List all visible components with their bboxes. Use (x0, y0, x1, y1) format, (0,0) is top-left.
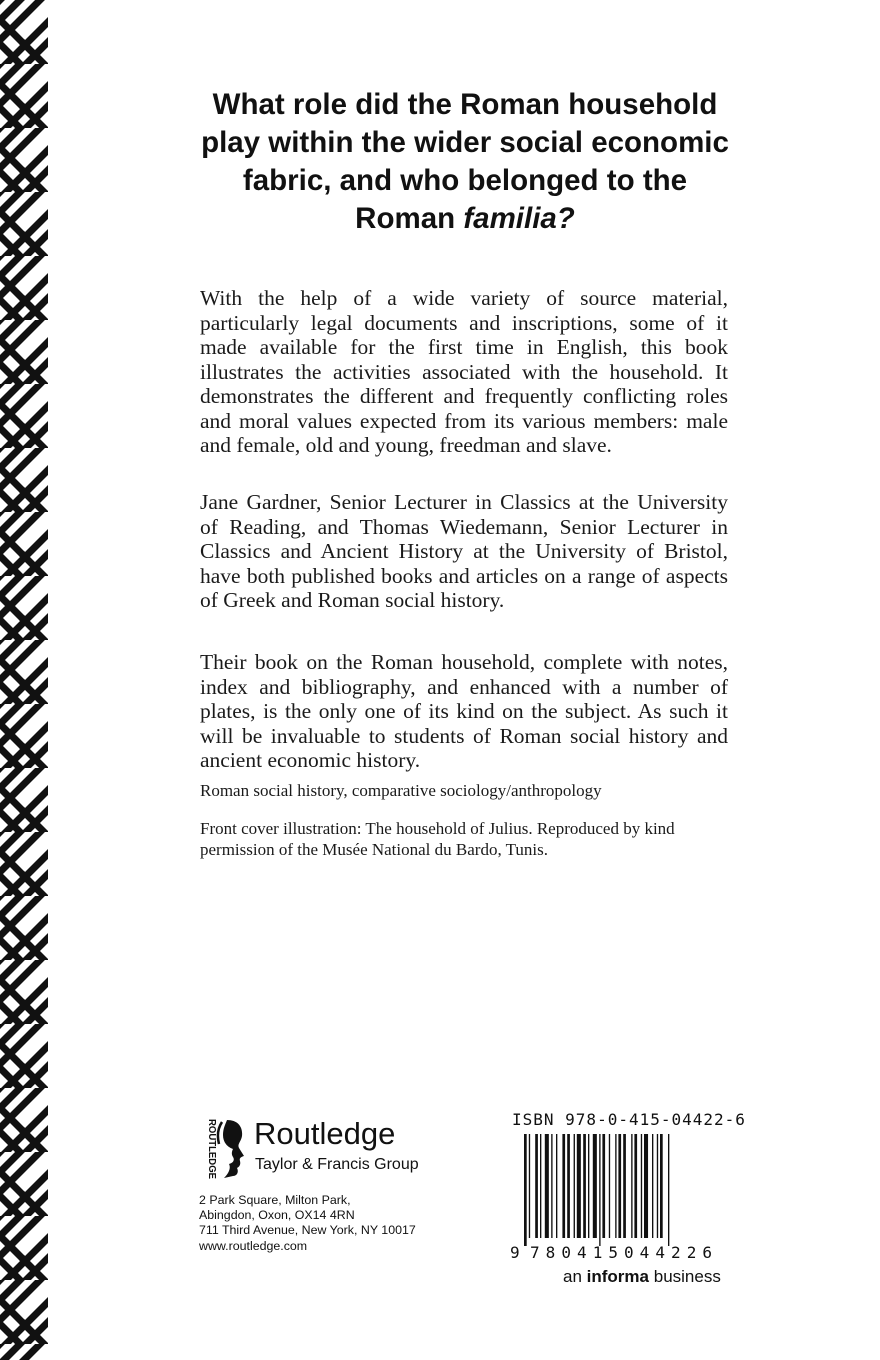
barcode-bar (631, 1134, 632, 1238)
barcode-bar (623, 1134, 626, 1238)
barcode-bar (644, 1134, 648, 1238)
headline-question (190, 86, 740, 238)
barcode-bar (524, 1134, 527, 1246)
subject-category: Roman social history, comparative sociology/anthropology (200, 781, 602, 800)
barcode-bar (535, 1134, 538, 1238)
publisher-address (199, 1193, 416, 1254)
routledge-vertical-text: ROUTLEDGE (206, 1119, 218, 1185)
cover-credit: Front cover illustration: The household of Julius. Reproduced by kind permission of the Musée National du Bardo, Tunis. (200, 819, 675, 859)
barcode-bar (602, 1134, 605, 1238)
barcode-bar (562, 1134, 565, 1238)
informa-prefix: an (563, 1267, 582, 1286)
barcode-left-digits: 780415 (530, 1243, 618, 1262)
address-line: Abingdon, Oxon, OX14 4RN (199, 1208, 355, 1223)
barcode-bar (652, 1134, 653, 1238)
barcode-bar (574, 1134, 575, 1238)
barcode-bar (593, 1134, 597, 1238)
publisher-name: Routledge (254, 1116, 396, 1151)
informa-brand: informa (586, 1267, 649, 1286)
isbn-label: ISBN 978-0-415-04422-6 (512, 1110, 746, 1129)
barcode-bar (588, 1134, 589, 1238)
barcode-bar (556, 1134, 557, 1238)
address-line: 2 Park Square, Milton Park, (199, 1193, 351, 1207)
barcode-bar (634, 1134, 637, 1238)
publisher-group: Taylor & Francis Group (255, 1156, 419, 1173)
publisher-website: www.routledge.com (199, 1238, 308, 1253)
description-paragraph-2: Jane Gardner, Senior Lecturer in Classics at the University of Reading, and Thomas Wiedemann, Senior Lecturer in Classics and Ancient History at the University of Bristol, have both published books and articles on a range of aspects of Greek and Roman social history. (200, 490, 728, 612)
informa-suffix: business (653, 1267, 721, 1286)
barcode-bars (524, 1134, 669, 1246)
barcode-bar (618, 1134, 621, 1238)
informa-tagline (563, 1266, 721, 1288)
description-paragraph-3: Their book on the Roman household, complete with notes, index and bibliography, and enhanced with a number of plates, is the only one of its kind on the subject. As such it will be invaluable to students of Roman social history and ancient economic history. (200, 650, 728, 772)
barcode-bar (615, 1134, 616, 1238)
barcode-bar (583, 1134, 586, 1238)
barcode-bar (551, 1134, 552, 1238)
barcode-bar (599, 1134, 600, 1246)
barcode-bar (668, 1134, 669, 1246)
barcode-right-digits: 044226 (624, 1243, 712, 1262)
headline-emphasis: familia? (463, 202, 575, 235)
barcode-bar (567, 1134, 570, 1238)
barcode-bar (609, 1134, 610, 1238)
barcode-first-digit: 9 (510, 1243, 520, 1262)
decorative-border-pattern (0, 0, 48, 1360)
barcode-bar (657, 1134, 658, 1238)
address-line: 711 Third Avenue, New York, NY 10017 (199, 1223, 416, 1238)
description-paragraph-1: With the help of a wide variety of source material, particularly legal documents and inscriptions, some of it made available for the first time in English, this book illustrates the activities associated with the household. It demonstrates the different and frequently conflicting roles and moral values expected from its various members: male and female, old and young, freedman and slave. (200, 286, 728, 457)
barcode-bar (577, 1134, 581, 1238)
barcode-bar (641, 1134, 642, 1238)
barcode-bar (660, 1134, 663, 1238)
routledge-vertical-wordmark (197, 1118, 218, 1185)
routledge-profile-icon (214, 1118, 248, 1180)
barcode-bar (529, 1134, 530, 1238)
isbn-barcode (508, 1134, 728, 1262)
barcode-bar (540, 1134, 541, 1238)
barcode-bar (545, 1134, 549, 1238)
headline-text: What role did the Roman household play within the wider social economic fabric, and who belonged to the Roman (201, 88, 729, 235)
